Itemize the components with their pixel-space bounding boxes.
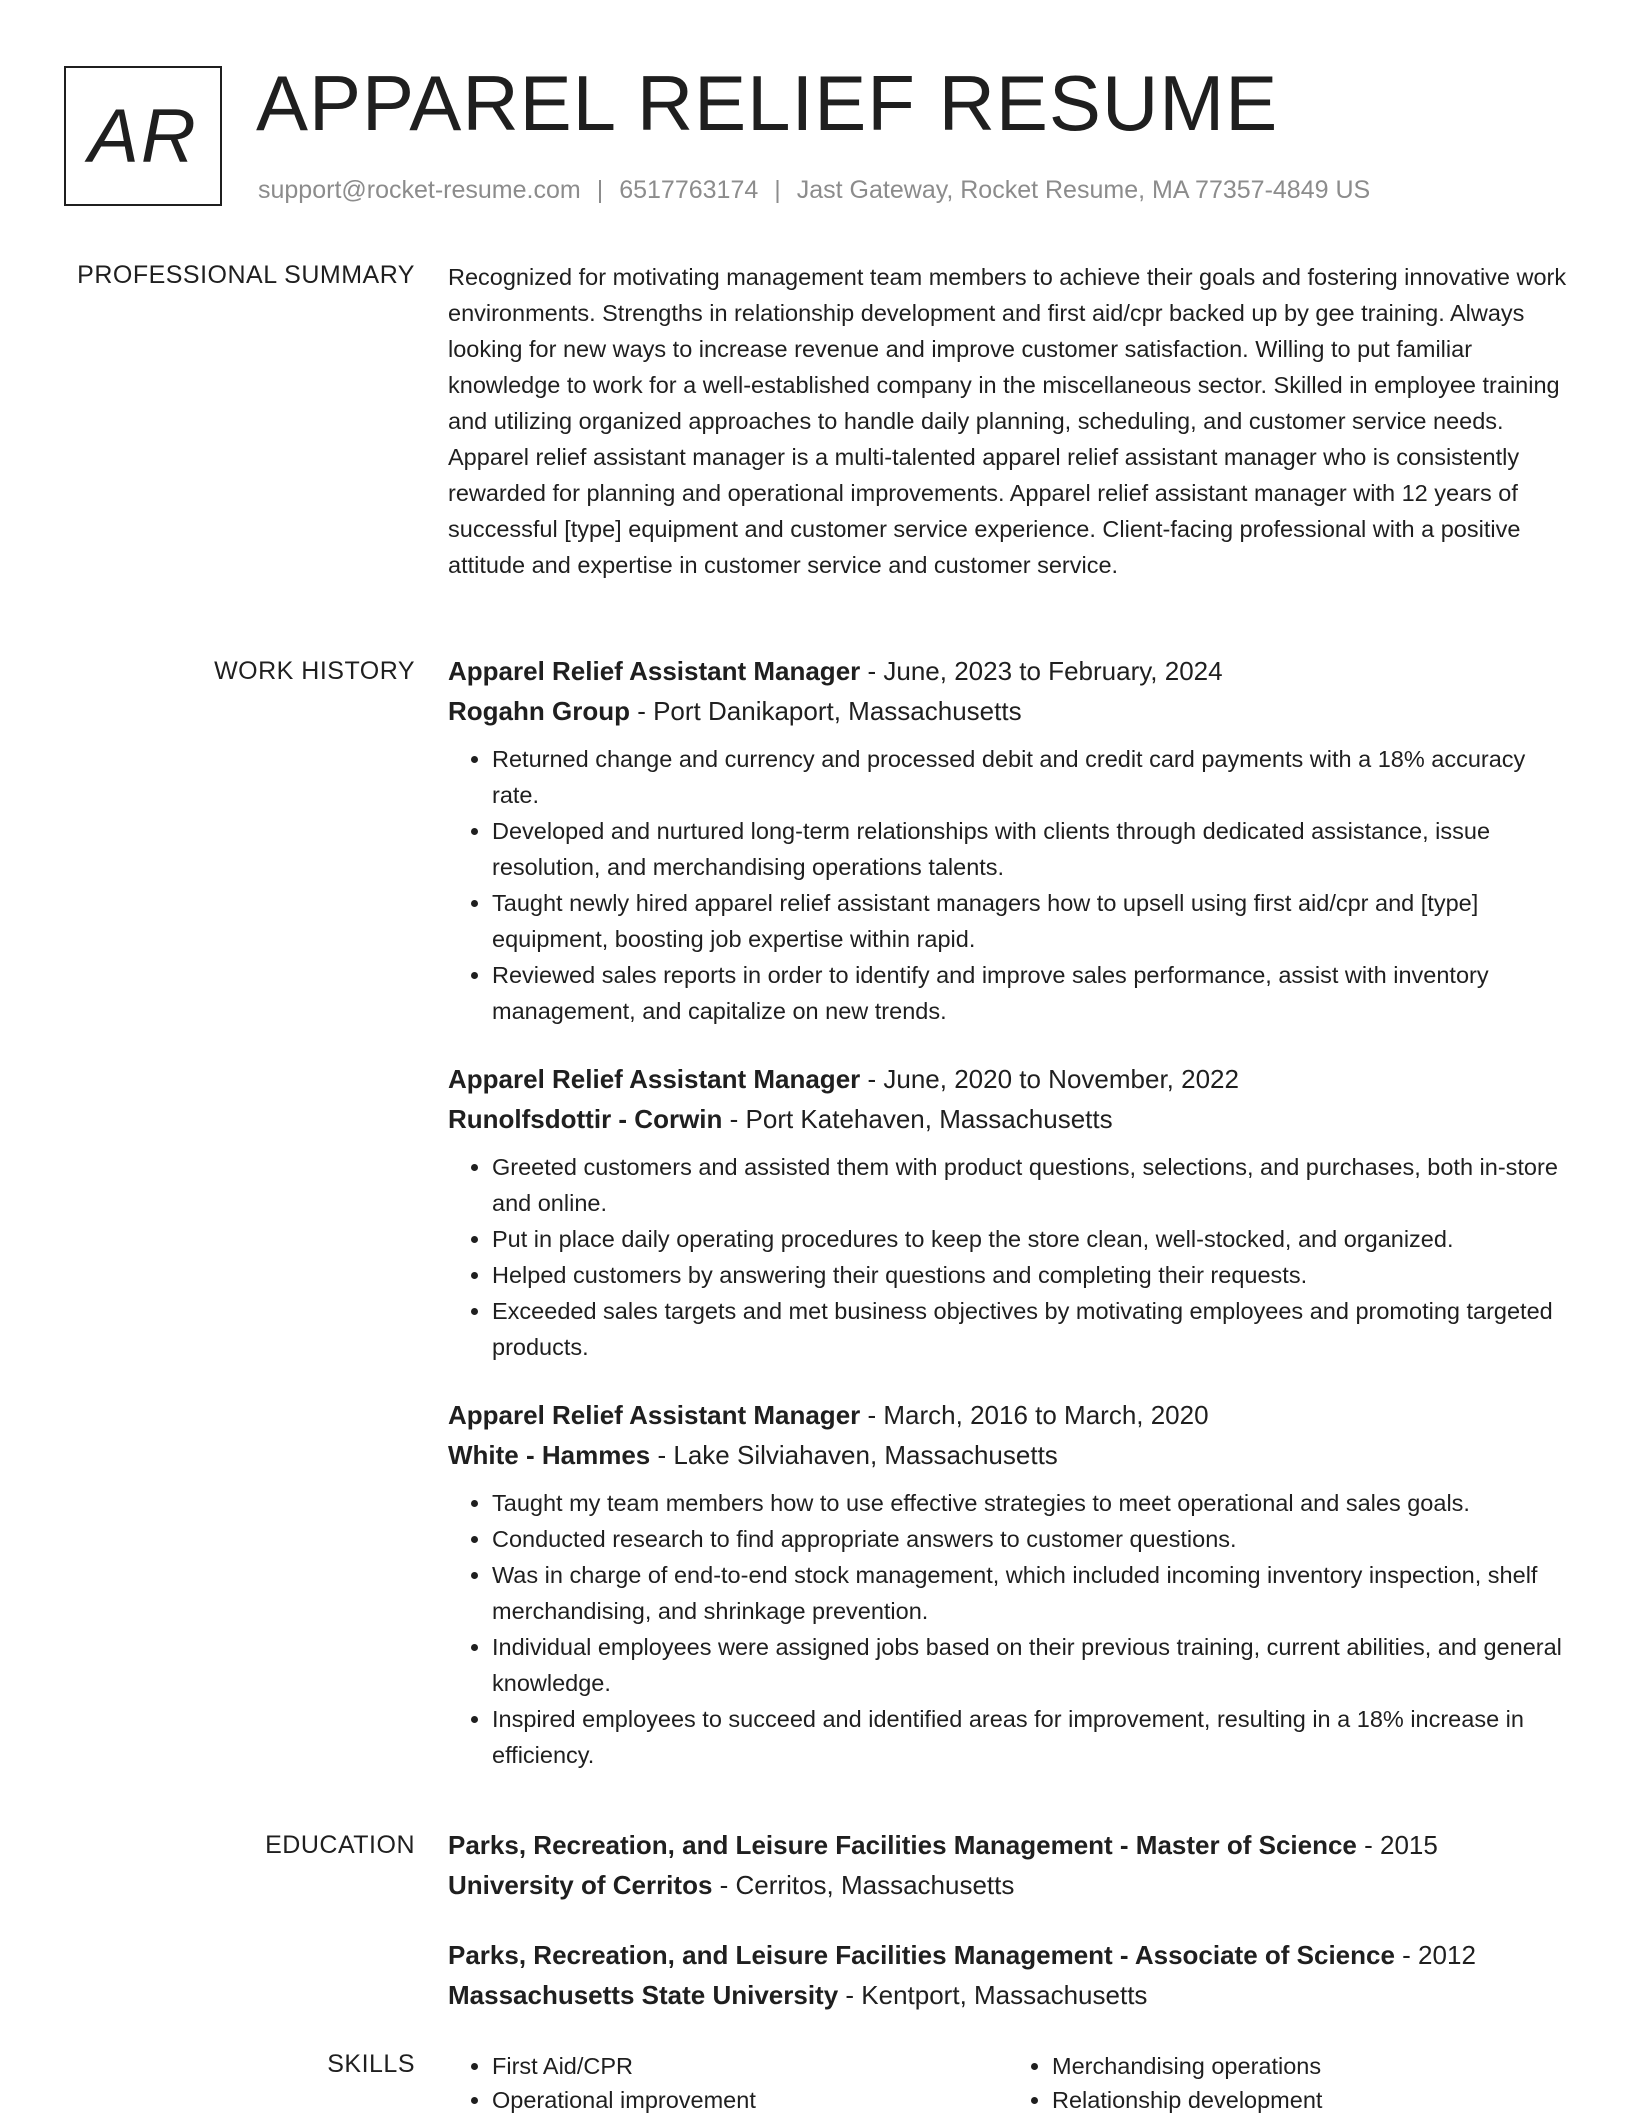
- job-bullet: • Conducted research to find appropriate answers to customer questions.: [492, 1521, 1568, 1557]
- contact-email: support@rocket-resume.com: [258, 176, 581, 204]
- job-bullet: • Taught newly hired apparel relief assistant managers how to upsell using first aid/cpr and [type] equipment, boosting job expertise within rapid.: [492, 885, 1568, 957]
- skills-grid: [448, 2049, 1568, 2117]
- job-bullet: • Was in charge of end-to-end stock management, which included incoming inventory inspection, shelf merchandising, and shrinkage prevention.: [492, 1557, 1568, 1629]
- job-dates: - June, 2020 to November, 2022: [860, 1064, 1239, 1094]
- school-line: [448, 1865, 1568, 1905]
- contact-address: Jast Gateway, Rocket Resume, MA 77357-4849 US: [796, 176, 1371, 204]
- job-location: - Port Katehaven, Massachusetts: [722, 1104, 1113, 1134]
- skills-column-left: [448, 2049, 1008, 2117]
- summary-body: [448, 259, 1568, 583]
- skill-item: • Operational improvement: [492, 2083, 1008, 2117]
- job-entry: [448, 1059, 1568, 1365]
- skills-heading: SKILLS: [327, 2050, 415, 2078]
- job-dates: - March, 2016 to March, 2020: [860, 1400, 1209, 1430]
- education-entry: [448, 1935, 1568, 2015]
- job-company: Rogahn Group: [448, 696, 630, 726]
- job-company-line: [448, 1435, 1568, 1475]
- monogram-text: AR: [88, 93, 198, 179]
- job-title: Apparel Relief Assistant Manager: [448, 656, 861, 686]
- job-bullet: • Taught my team members how to use effective strategies to meet operational and sales goals.: [492, 1485, 1568, 1521]
- job-title: Apparel Relief Assistant Manager: [448, 1064, 861, 1094]
- job-location: - Lake Silviahaven, Massachusetts: [650, 1440, 1058, 1470]
- school-name: University of Cerritos: [448, 1870, 713, 1900]
- school-line: [448, 1975, 1568, 2015]
- skill-item: • Relationship development: [1052, 2083, 1568, 2117]
- education-heading: EDUCATION: [265, 1831, 415, 1859]
- job-bullets: [448, 1149, 1568, 1365]
- work-history-body: [448, 651, 1568, 1803]
- skills-body: [448, 2049, 1568, 2117]
- contact-separator: |: [774, 176, 781, 204]
- job-title-line: [448, 1395, 1568, 1435]
- education-entry: [448, 1825, 1568, 1905]
- job-dates: - June, 2023 to February, 2024: [860, 656, 1223, 686]
- job-title-line: [448, 651, 1568, 691]
- degree-line: [448, 1825, 1568, 1865]
- degree-year: - 2015: [1356, 1830, 1438, 1860]
- job-bullet: • Greeted customers and assisted them with product questions, selections, and purchases, both in-store and online.: [492, 1149, 1568, 1221]
- job-bullet: • Helped customers by answering their questions and completing their requests.: [492, 1257, 1568, 1293]
- job-company-line: [448, 1099, 1568, 1139]
- school-name: Massachusetts State University: [448, 1980, 839, 2010]
- job-bullets: [448, 1485, 1568, 1773]
- monogram-badge: [64, 66, 222, 206]
- degree-name: Parks, Recreation, and Leisure Facilities Management - Associate of Science: [448, 1940, 1395, 1970]
- degree-year: - 2012: [1394, 1940, 1476, 1970]
- school-location: - Kentport, Massachusetts: [838, 1980, 1148, 2010]
- job-company: White - Hammes: [448, 1440, 651, 1470]
- skill-item: • First Aid/CPR: [492, 2049, 1008, 2083]
- job-entry: [448, 651, 1568, 1029]
- work-history-heading: WORK HISTORY: [214, 657, 415, 685]
- job-entry: [448, 1395, 1568, 1773]
- resume-title: APPAREL RELIEF RESUME: [256, 59, 1279, 147]
- school-location: - Cerritos, Massachusetts: [712, 1870, 1015, 1900]
- degree-line: [448, 1935, 1568, 1975]
- job-bullet: • Developed and nurtured long-term relationships with clients through dedicated assistance, issue resolution, and merchandising operations talents.: [492, 813, 1568, 885]
- summary-text: Recognized for motivating management team members to achieve their goals and fostering innovative work environments. Strengths in relationship development and first aid/cpr backed up by gee training. Always looking for new ways to increase revenue and improve customer satisfaction. Willing to put familiar knowledge to work for a well-established company in the miscellaneous sector. Skilled in employee training and utilizing organized approaches to handle daily planning, scheduling, and customer service needs. Apparel relief assistant manager is a multi-talented apparel relief assistant manager who is consistently rewarded for planning and operational improvements. Apparel relief assistant manager with 12 years of successful [type] equipment and customer service experience. Client-facing professional with a positive attitude and expertise in customer service and customer service.: [448, 264, 1567, 578]
- job-bullet: • Put in place daily operating procedures to keep the store clean, well-stocked, and organized.: [492, 1221, 1568, 1257]
- degree-name: Parks, Recreation, and Leisure Facilities Management - Master of Science: [448, 1830, 1357, 1860]
- skills-column-right: [1008, 2049, 1568, 2117]
- summary-heading: PROFESSIONAL SUMMARY: [77, 261, 415, 289]
- contact-line: [258, 176, 1370, 205]
- job-location: - Port Danikaport, Massachusetts: [629, 696, 1022, 726]
- education-body: [448, 1825, 1568, 2045]
- contact-separator: |: [596, 176, 604, 204]
- job-bullet: • Returned change and currency and processed debit and credit card payments with a 18% accuracy rate.: [492, 741, 1568, 813]
- job-bullet: • Inspired employees to succeed and identified areas for improvement, resulting in a 18% increase in efficiency.: [492, 1701, 1568, 1773]
- job-title: Apparel Relief Assistant Manager: [448, 1400, 861, 1430]
- job-bullet: • Reviewed sales reports in order to identify and improve sales performance, assist with inventory management, and capitalize on new trends.: [492, 957, 1568, 1029]
- contact-phone: 6517763174: [619, 176, 759, 204]
- job-company-line: [448, 691, 1568, 731]
- job-bullets: [448, 741, 1568, 1029]
- job-title-line: [448, 1059, 1568, 1099]
- job-bullet: • Exceeded sales targets and met business objectives by motivating employees and promoting targeted products.: [492, 1293, 1568, 1365]
- skill-item: • Merchandising operations: [1052, 2049, 1568, 2083]
- job-bullet: • Individual employees were assigned jobs based on their previous training, current abilities, and general knowledge.: [492, 1629, 1568, 1701]
- job-company: Runolfsdottir - Corwin: [448, 1104, 723, 1134]
